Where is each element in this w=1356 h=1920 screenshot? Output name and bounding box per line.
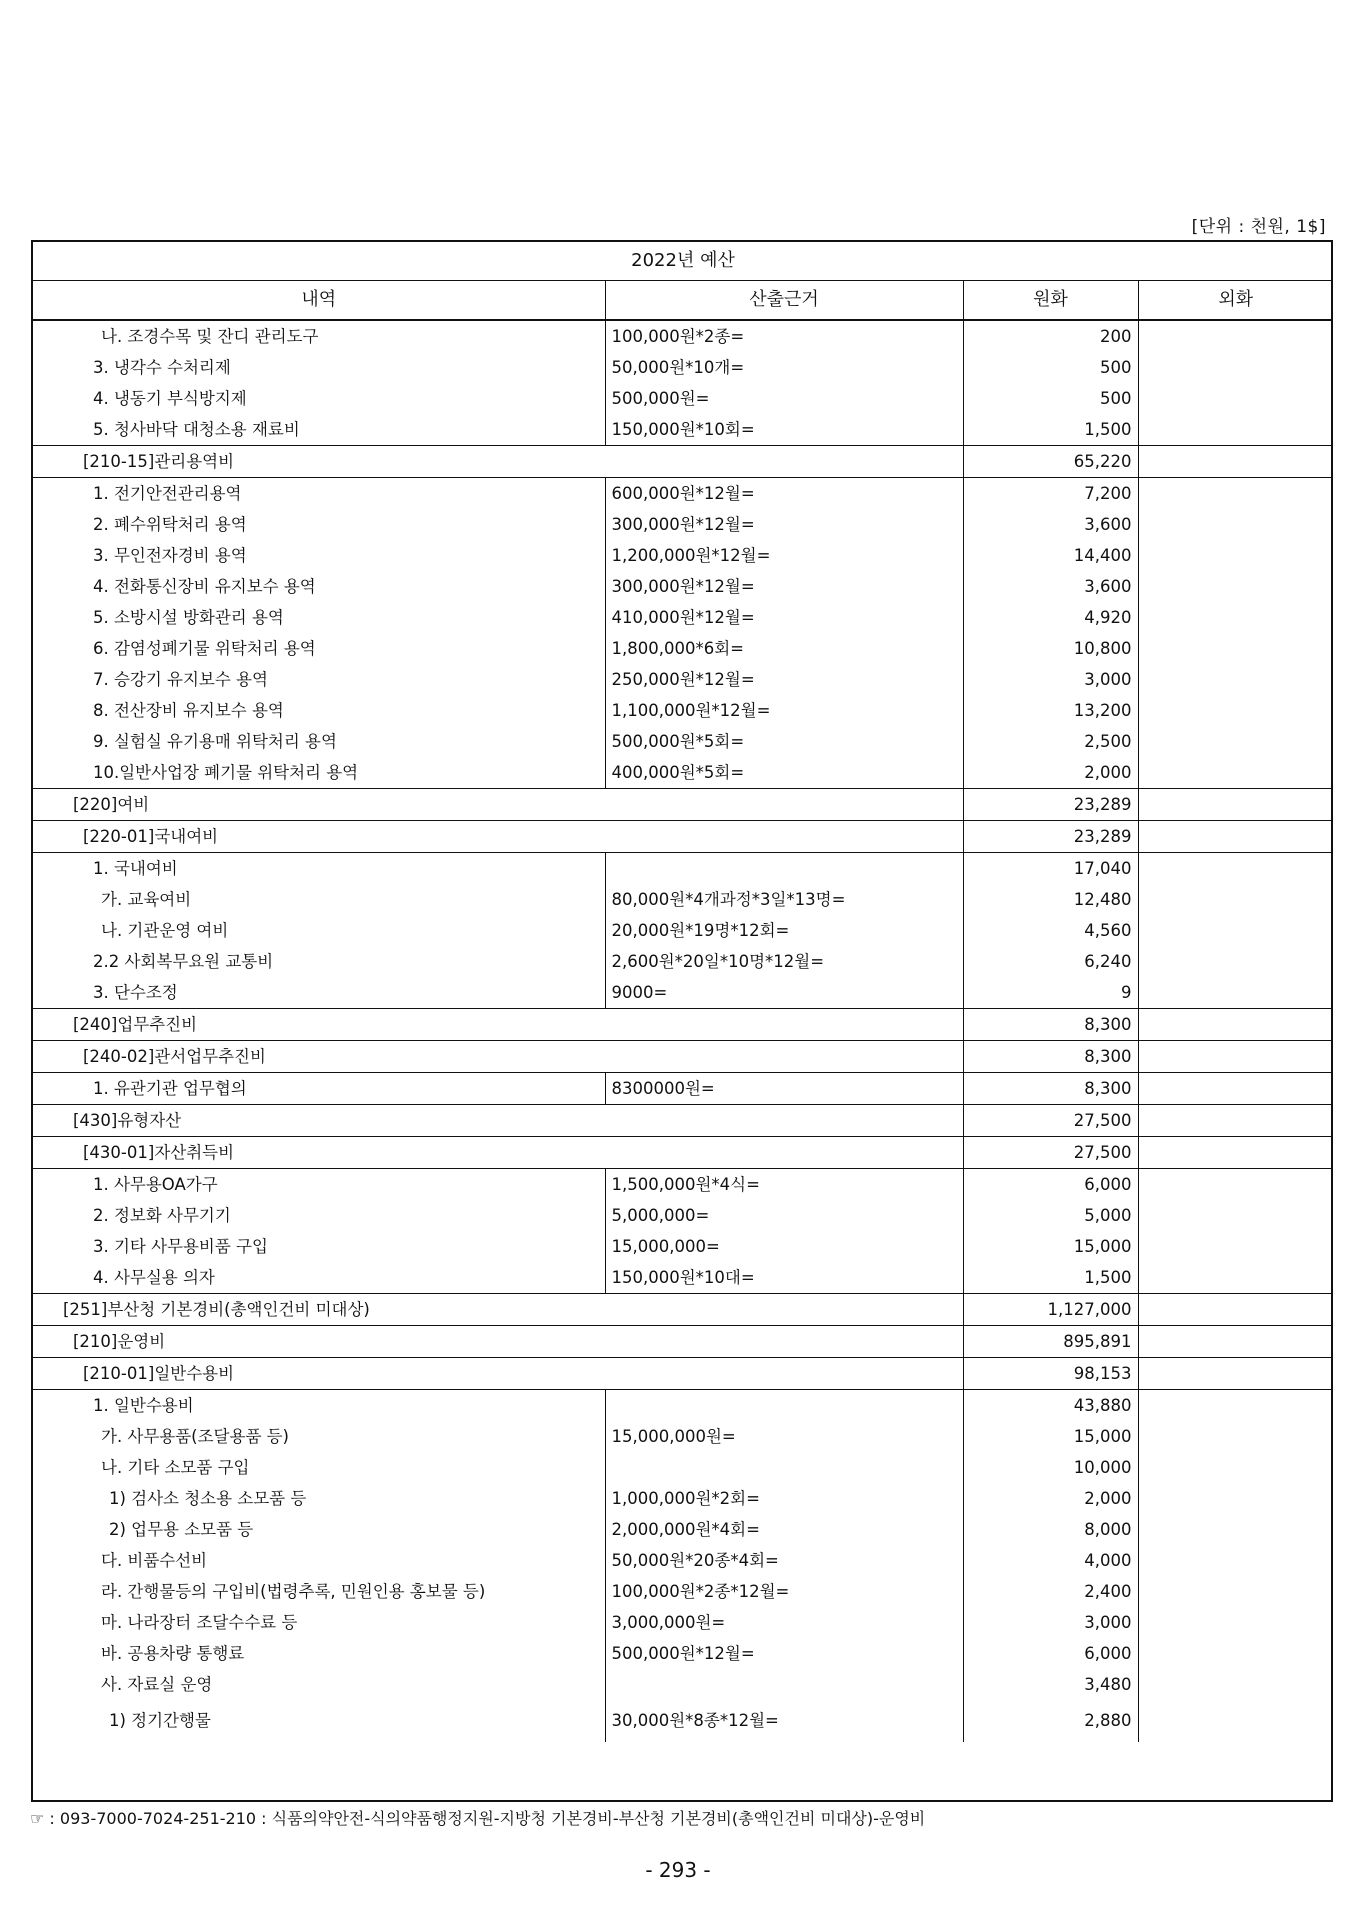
cell-krw: 15,000 xyxy=(963,1421,1138,1452)
cell-item: 3. 냉각수 수처리제 xyxy=(93,358,231,377)
cell-basis: 300,000원*12월= xyxy=(605,571,963,602)
cell-fx xyxy=(1138,1041,1333,1073)
cell-item: 나. 기타 소모품 구입 xyxy=(101,1458,250,1477)
cell-krw: 7,200 xyxy=(963,478,1138,510)
table-row xyxy=(33,1137,1333,1169)
cell-basis: 100,000원*2종*12월= xyxy=(605,1576,963,1607)
cell-basis: 500,000원*12월= xyxy=(605,1638,963,1669)
cell-item: 2. 정보화 사무기기 xyxy=(93,1206,231,1225)
cell-fx xyxy=(1138,1514,1333,1545)
cell-item: 6. 감염성폐기물 위탁처리 용역 xyxy=(93,639,316,658)
cell-fx xyxy=(1138,1669,1333,1700)
cell-basis xyxy=(605,1452,963,1483)
table-row xyxy=(33,946,1333,977)
cell-krw: 27,500 xyxy=(963,1105,1138,1137)
cell-krw: 3,600 xyxy=(963,509,1138,540)
table-row xyxy=(33,1009,1333,1041)
cell-item: 1. 사무용OA가구 xyxy=(33,1169,605,1201)
cell-krw: 13,200 xyxy=(963,695,1138,726)
cell-fx xyxy=(1138,884,1333,915)
cell-item: [210-15]관리용역비 xyxy=(33,446,963,478)
table-row xyxy=(33,1294,1333,1326)
cell-fx xyxy=(1138,446,1333,478)
cell-fx xyxy=(1138,414,1333,446)
cell-item: [220-01]국내여비 xyxy=(33,821,963,853)
cell-basis: 1,500,000원*4식= xyxy=(605,1169,963,1201)
cell-fx xyxy=(1138,1137,1333,1169)
cell-fx xyxy=(1138,946,1333,977)
cell-krw: 895,891 xyxy=(963,1326,1138,1358)
cell-item: [251]부산청 기본경비(총액인건비 미대상) xyxy=(33,1294,963,1326)
cell-item: 마. 나라장터 조달수수료 등 xyxy=(101,1613,298,1632)
cell-fx xyxy=(1138,821,1333,853)
cell-basis: 150,000원*10회= xyxy=(605,414,963,446)
cell-krw: 2,400 xyxy=(963,1576,1138,1607)
cell-krw: 65,220 xyxy=(963,446,1138,478)
cell-item: 2) 업무용 소모품 등 xyxy=(109,1520,254,1539)
cell-basis: 1,000,000원*2회= xyxy=(605,1483,963,1514)
cell-item: 4. 사무실용 의자 xyxy=(93,1268,215,1287)
cell-item: 3. 단수조정 xyxy=(93,983,178,1002)
budget-table xyxy=(33,242,1333,1742)
cell-basis: 30,000원*8종*12월= xyxy=(605,1700,963,1742)
cell-basis: 80,000원*4개과정*3일*13명= xyxy=(605,884,963,915)
cell-basis xyxy=(605,1390,963,1422)
cell-fx xyxy=(1138,1576,1333,1607)
cell-krw: 3,480 xyxy=(963,1669,1138,1700)
cell-item: [240-02]관서업무추진비 xyxy=(33,1041,963,1073)
cell-basis: 150,000원*10대= xyxy=(605,1262,963,1294)
table-title: 2022년 예산 xyxy=(33,242,1333,281)
table-row xyxy=(33,977,1333,1009)
table-row xyxy=(33,352,1333,383)
cell-krw: 2,000 xyxy=(963,1483,1138,1514)
table-row xyxy=(33,446,1333,478)
cell-krw: 8,300 xyxy=(963,1009,1138,1041)
cell-krw: 8,000 xyxy=(963,1514,1138,1545)
table-row xyxy=(33,789,1333,821)
table-row xyxy=(33,478,1333,510)
cell-item: 1) 정기간행물 xyxy=(109,1711,211,1730)
cell-item: 다. 비품수선비 xyxy=(101,1551,208,1570)
table-row xyxy=(33,726,1333,757)
cell-fx xyxy=(1138,633,1333,664)
cell-krw: 1,500 xyxy=(963,1262,1138,1294)
cell-fx xyxy=(1138,1390,1333,1422)
cell-krw: 10,000 xyxy=(963,1452,1138,1483)
cell-krw: 10,800 xyxy=(963,633,1138,664)
cell-krw: 6,000 xyxy=(963,1638,1138,1669)
table-row xyxy=(33,1358,1333,1390)
cell-fx xyxy=(1138,1452,1333,1483)
cell-krw: 27,500 xyxy=(963,1137,1138,1169)
cell-basis: 500,000원*5회= xyxy=(605,726,963,757)
cell-krw: 43,880 xyxy=(963,1390,1138,1422)
cell-fx xyxy=(1138,1009,1333,1041)
table-row xyxy=(33,571,1333,602)
cell-item: 3. 무인전자경비 용역 xyxy=(93,546,247,565)
cell-fx xyxy=(1138,1326,1333,1358)
cell-item: 8. 전산장비 유지보수 용역 xyxy=(93,701,284,720)
cell-item: [220]여비 xyxy=(33,789,963,821)
table-row xyxy=(33,853,1333,885)
table-row xyxy=(33,1576,1333,1607)
budget-code-note: ☞ : 093-7000-7024-251-210 : 식품의약안전-식의약품행정지원-지방청 기본경비-부산청 기본경비(총액인건비 미대상)-운영비 xyxy=(30,1809,926,1828)
cell-item: [240]업무추진비 xyxy=(33,1009,963,1041)
cell-item: 4. 냉동기 부식방지제 xyxy=(93,389,247,408)
cell-fx xyxy=(1138,1607,1333,1638)
cell-item: 사. 자료실 운영 xyxy=(101,1675,213,1694)
cell-fx xyxy=(1138,853,1333,885)
table-row xyxy=(33,1200,1333,1231)
cell-fx xyxy=(1138,509,1333,540)
cell-krw: 4,560 xyxy=(963,915,1138,946)
table-row xyxy=(33,1231,1333,1262)
table-row xyxy=(33,884,1333,915)
cell-krw: 23,289 xyxy=(963,821,1138,853)
cell-krw: 5,000 xyxy=(963,1200,1138,1231)
cell-fx xyxy=(1138,1700,1333,1742)
column-header-basis: 산출근거 xyxy=(605,281,963,321)
cell-basis: 2,000,000원*4회= xyxy=(605,1514,963,1545)
column-header-fx: 외화 xyxy=(1138,281,1333,321)
cell-fx xyxy=(1138,1545,1333,1576)
cell-krw: 12,480 xyxy=(963,884,1138,915)
cell-fx xyxy=(1138,1483,1333,1514)
cell-krw: 500 xyxy=(963,352,1138,383)
table-row xyxy=(33,509,1333,540)
cell-item: 2.2 사회복무요원 교통비 xyxy=(93,952,274,971)
table-body xyxy=(33,320,1333,1742)
cell-basis xyxy=(605,1669,963,1700)
table-row xyxy=(33,1105,1333,1137)
cell-basis xyxy=(605,853,963,885)
cell-item: 나. 기관운영 여비 xyxy=(101,921,229,940)
cell-krw: 8,300 xyxy=(963,1041,1138,1073)
cell-basis: 500,000원= xyxy=(605,383,963,414)
cell-item: 9. 실험실 유기용매 위탁처리 용역 xyxy=(93,732,337,751)
budget-table-frame xyxy=(31,240,1333,1802)
cell-item: [430-01]자산취득비 xyxy=(33,1137,963,1169)
cell-krw: 4,000 xyxy=(963,1545,1138,1576)
cell-fx xyxy=(1138,726,1333,757)
cell-krw: 1,127,000 xyxy=(963,1294,1138,1326)
cell-basis: 2,600원*20일*10명*12월= xyxy=(605,946,963,977)
cell-fx xyxy=(1138,915,1333,946)
cell-krw: 2,000 xyxy=(963,757,1138,789)
cell-item: 10.일반사업장 폐기물 위탁처리 용역 xyxy=(93,763,359,782)
cell-item: 가. 사무용품(조달용품 등) xyxy=(101,1427,289,1446)
cell-fx xyxy=(1138,1200,1333,1231)
table-row xyxy=(33,1452,1333,1483)
cell-item: [210]운영비 xyxy=(33,1326,963,1358)
cell-fx xyxy=(1138,757,1333,789)
cell-krw: 4,920 xyxy=(963,602,1138,633)
cell-basis: 15,000,000= xyxy=(605,1231,963,1262)
cell-basis: 250,000원*12월= xyxy=(605,664,963,695)
table-row xyxy=(33,1041,1333,1073)
cell-krw: 500 xyxy=(963,383,1138,414)
cell-fx xyxy=(1138,540,1333,571)
page-number: - 293 - xyxy=(645,1858,711,1882)
cell-fx xyxy=(1138,1231,1333,1262)
cell-fx xyxy=(1138,1105,1333,1137)
cell-krw: 1,500 xyxy=(963,414,1138,446)
cell-krw: 6,240 xyxy=(963,946,1138,977)
cell-krw: 23,289 xyxy=(963,789,1138,821)
table-row xyxy=(33,320,1333,352)
cell-fx xyxy=(1138,789,1333,821)
cell-basis: 300,000원*12월= xyxy=(605,509,963,540)
cell-item: 1. 일반수용비 xyxy=(33,1390,605,1422)
cell-basis: 3,000,000원= xyxy=(605,1607,963,1638)
cell-basis: 400,000원*5회= xyxy=(605,757,963,789)
cell-krw: 3,000 xyxy=(963,664,1138,695)
table-row xyxy=(33,821,1333,853)
cell-basis: 5,000,000= xyxy=(605,1200,963,1231)
cell-fx xyxy=(1138,1638,1333,1669)
column-header-krw: 원화 xyxy=(963,281,1138,321)
cell-item: 바. 공용차량 통행료 xyxy=(101,1644,245,1663)
cell-item: 나. 조경수목 및 잔디 관리도구 xyxy=(101,327,319,346)
unit-label: [단위 : 천원, 1$] xyxy=(1191,217,1326,237)
cell-item: 5. 청사바닥 대청소용 재료비 xyxy=(93,420,300,439)
cell-basis: 9000= xyxy=(605,977,963,1009)
cell-fx xyxy=(1138,1358,1333,1390)
cell-krw: 200 xyxy=(963,320,1138,352)
cell-item: 1. 국내여비 xyxy=(33,853,605,885)
table-row xyxy=(33,414,1333,446)
table-row xyxy=(33,1669,1333,1700)
cell-item: 1) 검사소 청소용 소모품 등 xyxy=(109,1489,307,1508)
cell-basis: 15,000,000원= xyxy=(605,1421,963,1452)
cell-item: 1. 전기안전관리용역 xyxy=(33,478,605,510)
cell-item: 가. 교육여비 xyxy=(101,890,192,909)
cell-krw: 2,880 xyxy=(963,1700,1138,1742)
cell-krw: 17,040 xyxy=(963,853,1138,885)
cell-item: 1. 유관기관 업무협의 xyxy=(33,1073,605,1105)
table-row xyxy=(33,757,1333,789)
cell-fx xyxy=(1138,664,1333,695)
cell-krw: 14,400 xyxy=(963,540,1138,571)
cell-krw: 3,600 xyxy=(963,571,1138,602)
cell-krw: 98,153 xyxy=(963,1358,1138,1390)
cell-fx xyxy=(1138,1294,1333,1326)
cell-krw: 8,300 xyxy=(963,1073,1138,1105)
cell-basis: 8300000원= xyxy=(605,1073,963,1105)
cell-basis: 1,800,000*6회= xyxy=(605,633,963,664)
cell-fx xyxy=(1138,602,1333,633)
table-row xyxy=(33,1700,1333,1742)
table-row xyxy=(33,915,1333,946)
cell-item: 2. 폐수위탁처리 용역 xyxy=(93,515,247,534)
table-row xyxy=(33,1169,1333,1201)
column-header-item: 내역 xyxy=(33,281,605,321)
cell-item: 4. 전화통신장비 유지보수 용역 xyxy=(93,577,316,596)
table-row xyxy=(33,540,1333,571)
cell-fx xyxy=(1138,695,1333,726)
table-row xyxy=(33,1262,1333,1294)
cell-fx xyxy=(1138,320,1333,352)
cell-krw: 6,000 xyxy=(963,1169,1138,1201)
cell-fx xyxy=(1138,352,1333,383)
cell-basis: 20,000원*19명*12회= xyxy=(605,915,963,946)
table-row xyxy=(33,664,1333,695)
cell-basis: 50,000원*20종*4회= xyxy=(605,1545,963,1576)
cell-item: [210-01]일반수용비 xyxy=(33,1358,963,1390)
cell-fx xyxy=(1138,478,1333,510)
cell-krw: 9 xyxy=(963,977,1138,1009)
table-row xyxy=(33,383,1333,414)
cell-basis: 1,200,000원*12월= xyxy=(605,540,963,571)
cell-fx xyxy=(1138,383,1333,414)
cell-fx xyxy=(1138,571,1333,602)
cell-fx xyxy=(1138,977,1333,1009)
cell-fx xyxy=(1138,1169,1333,1201)
cell-item: 라. 간행물등의 구입비(법령추록, 민원인용 홍보물 등) xyxy=(101,1582,486,1601)
cell-basis: 1,100,000원*12월= xyxy=(605,695,963,726)
cell-item: 7. 승강기 유지보수 용역 xyxy=(93,670,268,689)
cell-basis: 50,000원*10개= xyxy=(605,352,963,383)
table-row xyxy=(33,1421,1333,1452)
cell-item: 5. 소방시설 방화관리 용역 xyxy=(93,608,284,627)
table-row xyxy=(33,633,1333,664)
cell-basis: 410,000원*12월= xyxy=(605,602,963,633)
table-row xyxy=(33,695,1333,726)
table-row xyxy=(33,602,1333,633)
cell-item: [430]유형자산 xyxy=(33,1105,963,1137)
table-row xyxy=(33,1326,1333,1358)
cell-krw: 15,000 xyxy=(963,1231,1138,1262)
table-row xyxy=(33,1607,1333,1638)
table-row xyxy=(33,1514,1333,1545)
cell-krw: 2,500 xyxy=(963,726,1138,757)
cell-krw: 3,000 xyxy=(963,1607,1138,1638)
cell-basis: 600,000원*12월= xyxy=(605,478,963,510)
table-row xyxy=(33,1483,1333,1514)
table-row xyxy=(33,1638,1333,1669)
cell-basis: 100,000원*2종= xyxy=(605,320,963,352)
cell-fx xyxy=(1138,1421,1333,1452)
cell-fx xyxy=(1138,1073,1333,1105)
table-row xyxy=(33,1545,1333,1576)
cell-item: 3. 기타 사무용비품 구입 xyxy=(93,1237,268,1256)
table-row xyxy=(33,1390,1333,1422)
cell-fx xyxy=(1138,1262,1333,1294)
table-row xyxy=(33,1073,1333,1105)
